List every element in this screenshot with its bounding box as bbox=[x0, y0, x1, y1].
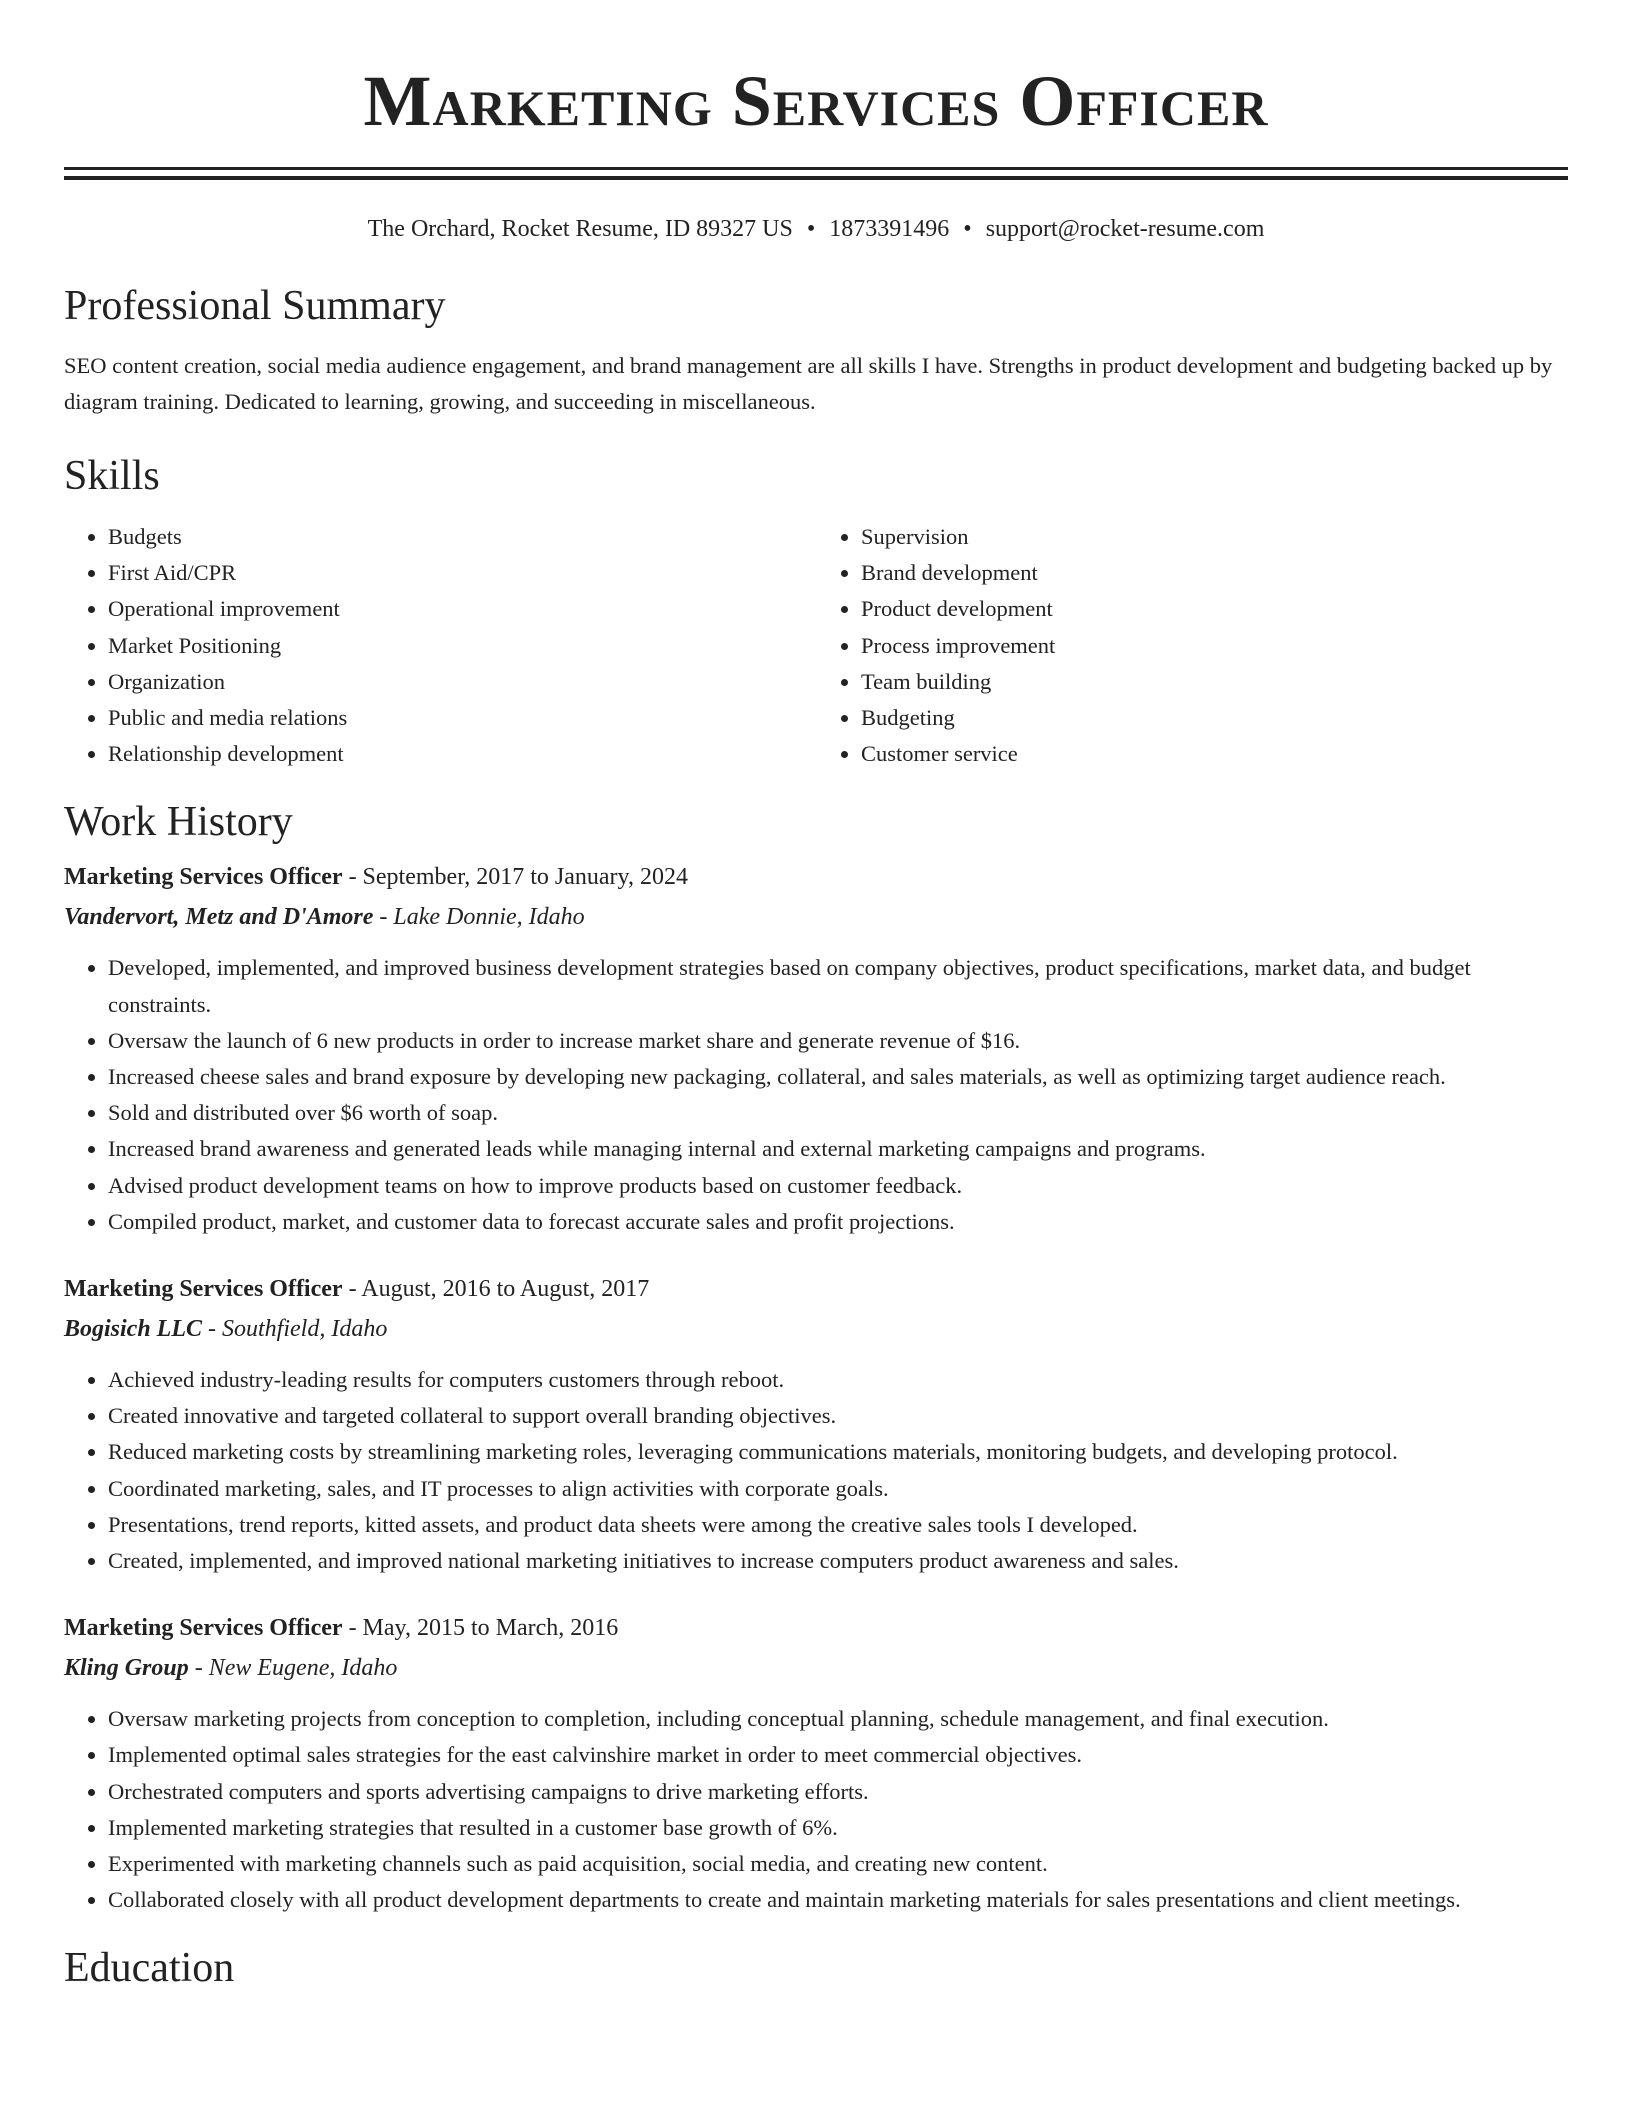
job-bullets bbox=[64, 1701, 1568, 1918]
education-heading: Education bbox=[64, 1945, 235, 1992]
job-bullet: • Created, implemented, and improved national marketing initiatives to increase computers product awareness and sales. bbox=[108, 1543, 1568, 1579]
job-company-line bbox=[64, 1653, 1568, 1683]
job-bullet: • Created innovative and targeted collateral to support overall branding objectives. bbox=[108, 1398, 1568, 1434]
job-bullet: • Experimented with marketing channels such as paid acquisition, social media, and creating new content. bbox=[108, 1846, 1568, 1882]
job-entry bbox=[64, 862, 1568, 1240]
job-bullet: • Oversaw the launch of 6 new products in order to increase market share and generate revenue of $16. bbox=[108, 1023, 1568, 1059]
job-location: - Southfield, Idaho bbox=[208, 1316, 388, 1343]
skill-item: • Supervision bbox=[861, 519, 1568, 555]
job-bullets bbox=[64, 950, 1568, 1240]
job-title-line bbox=[64, 1613, 1568, 1643]
job-company: Vandervort, Metz and D'Amore bbox=[64, 904, 374, 931]
resume-name: Marketing Services Officer bbox=[363, 61, 1269, 141]
job-title: Marketing Services Officer bbox=[64, 1615, 343, 1642]
job-bullet: • Implemented optimal sales strategies for the east calvinshire market in order to meet commercial objectives. bbox=[108, 1737, 1568, 1773]
contact-separator: • bbox=[806, 216, 816, 242]
job-title: Marketing Services Officer bbox=[64, 1276, 343, 1303]
job-bullet: • Compiled product, market, and customer data to forecast accurate sales and profit projections. bbox=[108, 1204, 1568, 1240]
job-bullet: • Advised product development teams on how to improve products based on customer feedback. bbox=[108, 1168, 1568, 1204]
job-bullet: • Developed, implemented, and improved business development strategies based on company objectives, product specifications, market data, and budget constraints. bbox=[108, 950, 1568, 1022]
skill-item: • Market Positioning bbox=[108, 628, 817, 664]
job-company-line bbox=[64, 902, 1568, 932]
job-company: Bogisich LLC bbox=[64, 1316, 203, 1343]
summary-text: SEO content creation, social media audience engagement, and brand management are all skills I have. Strengths in product development and budgeting backed up by diagram training. Dedicated to learning, growing, and succeeding in miscellaneous. bbox=[64, 353, 1553, 414]
job-dates: - September, 2017 to January, 2024 bbox=[348, 864, 688, 891]
job-dates: - August, 2016 to August, 2017 bbox=[348, 1276, 650, 1303]
skill-item: • Brand development bbox=[861, 555, 1568, 591]
job-bullet: • Orchestrated computers and sports advertising campaigns to drive marketing efforts. bbox=[108, 1774, 1568, 1810]
job-bullet: • Increased cheese sales and brand exposure by developing new packaging, collateral, and sales materials, as well as optimizing target audience reach. bbox=[108, 1059, 1568, 1095]
job-bullet: • Achieved industry-leading results for computers customers through reboot. bbox=[108, 1362, 1568, 1398]
job-entry bbox=[64, 1274, 1568, 1579]
job-dates: - May, 2015 to March, 2016 bbox=[348, 1615, 619, 1642]
job-bullet: • Presentations, trend reports, kitted assets, and product data sheets were among the creative sales tools I developed. bbox=[108, 1507, 1568, 1543]
contact-address: The Orchard, Rocket Resume, ID 89327 US bbox=[367, 216, 793, 242]
skills-column-left bbox=[64, 519, 817, 772]
skill-item: • Budgets bbox=[108, 519, 817, 555]
skill-item: • Process improvement bbox=[861, 628, 1568, 664]
summary-heading: Professional Summary bbox=[64, 283, 446, 329]
header-rule-bottom bbox=[64, 176, 1568, 180]
skill-item: • Budgeting bbox=[861, 700, 1568, 736]
job-entry bbox=[64, 1613, 1568, 1918]
job-bullets bbox=[64, 1362, 1568, 1579]
skill-item: • First Aid/CPR bbox=[108, 555, 817, 591]
skills-heading: Skills bbox=[64, 453, 160, 499]
job-bullet: • Sold and distributed over $6 worth of soap. bbox=[108, 1095, 1568, 1131]
skills-list bbox=[64, 519, 1568, 772]
contact-separator: • bbox=[963, 216, 972, 242]
job-bullet: • Increased brand awareness and generated leads while managing internal and external marketing campaigns and programs. bbox=[108, 1131, 1568, 1167]
skill-item: • Customer service bbox=[861, 736, 1568, 772]
skill-item: • Operational improvement bbox=[108, 591, 817, 627]
skills-column-right bbox=[817, 519, 1568, 772]
job-location: - New Eugene, Idaho bbox=[194, 1655, 398, 1682]
job-title-line bbox=[64, 862, 1568, 892]
job-bullet: • Coordinated marketing, sales, and IT processes to align activities with corporate goals. bbox=[108, 1471, 1568, 1507]
skill-item: • Organization bbox=[108, 664, 817, 700]
job-bullet: • Reduced marketing costs by streamlining marketing roles, leveraging communications materials, monitoring budgets, and developing protocol. bbox=[108, 1434, 1568, 1470]
skill-item: • Public and media relations bbox=[108, 700, 817, 736]
job-title-line bbox=[64, 1274, 1568, 1304]
skill-item: • Team building bbox=[861, 664, 1568, 700]
contact-email: support@rocket-resume.com bbox=[985, 216, 1265, 242]
job-company: Kling Group bbox=[64, 1655, 189, 1682]
contact-line bbox=[64, 214, 1568, 244]
contact-phone: 1873391496 bbox=[829, 216, 950, 242]
job-company-line bbox=[64, 1314, 1568, 1344]
job-bullet: • Implemented marketing strategies that resulted in a customer base growth of 6%. bbox=[108, 1810, 1568, 1846]
skill-item: • Product development bbox=[861, 591, 1568, 627]
job-location: - Lake Donnie, Idaho bbox=[379, 904, 585, 931]
skill-item: • Relationship development bbox=[108, 736, 817, 772]
job-bullet: • Oversaw marketing projects from conception to completion, including conceptual planning, schedule management, and final execution. bbox=[108, 1701, 1568, 1737]
header-rule-top bbox=[64, 167, 1568, 170]
job-bullet: • Collaborated closely with all product development departments to create and maintain marketing materials for sales presentations and client meetings. bbox=[108, 1882, 1568, 1918]
work-history-heading: Work History bbox=[64, 799, 293, 846]
job-title: Marketing Services Officer bbox=[64, 864, 343, 891]
